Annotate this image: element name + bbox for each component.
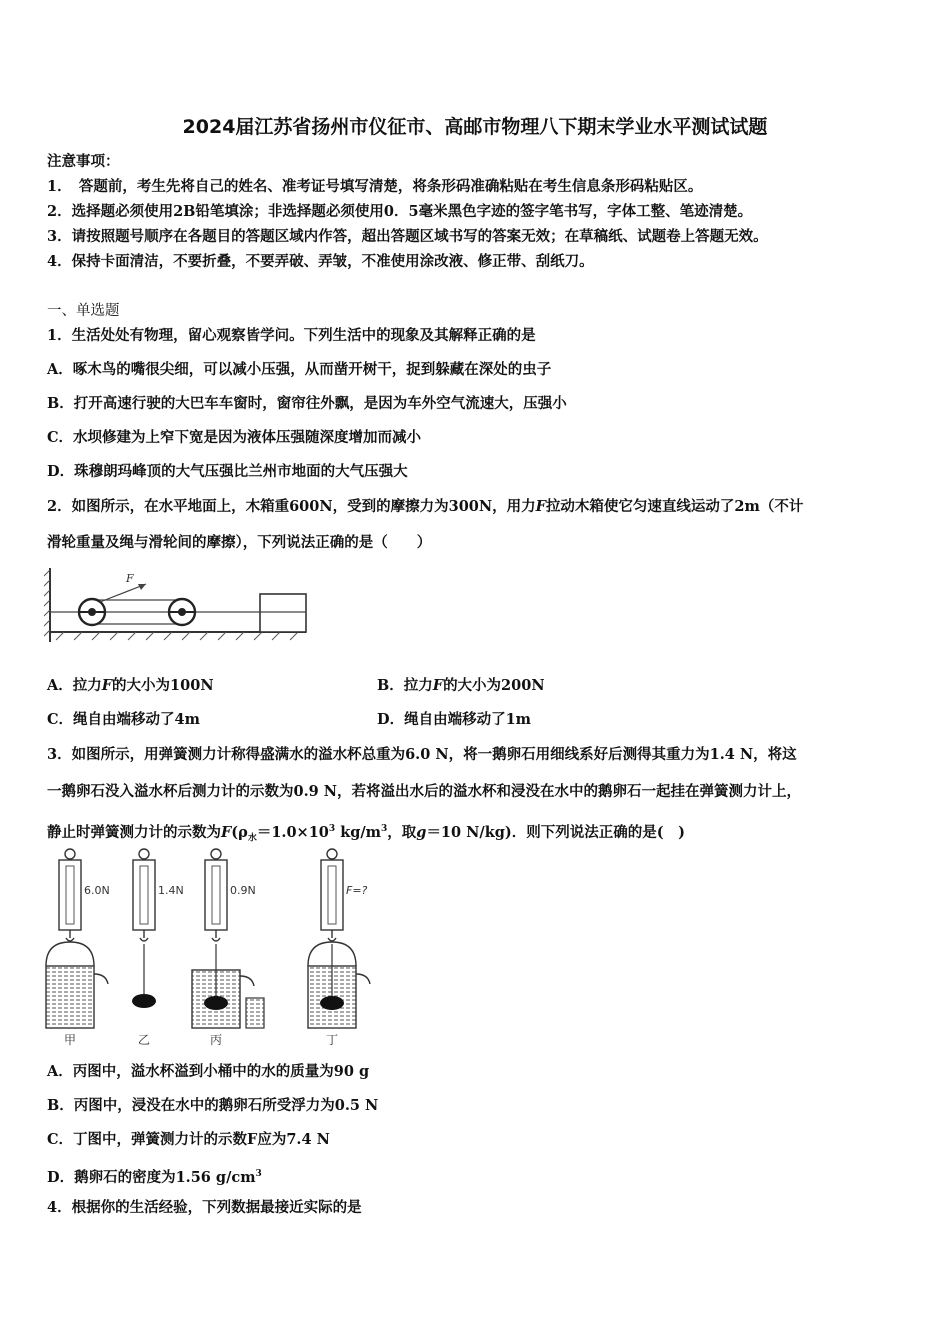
notice-item-4: 4．保持卡面清洁，不要折叠，不要弄破、弄皱，不准使用涂改液、修正带、刮纸刀。 — [47, 253, 594, 270]
q4-stem: 4．根据你的生活经验，下列数据最接近实际的是 — [47, 1199, 362, 1216]
q2-option-c: C．绳自由端移动了4m — [47, 711, 200, 728]
q2-stem-part1: 2．如图所示，在水平地面上，木箱重600N，受到的摩擦力为300N，用力 — [47, 498, 536, 515]
scale-jia — [46, 849, 110, 1046]
q1-option-a: A．啄木鸟的嘴很尖细，可以减小压强，从而凿开树干，捉到躲藏在深处的虫子 — [47, 361, 552, 378]
caption-ding: 丁 — [326, 1033, 339, 1046]
scale-ding — [308, 849, 370, 1046]
section-heading: 一、单选题 — [47, 303, 120, 319]
q2-stem-line2: 滑轮重量及绳与滑轮间的摩擦），下列说法正确的是（ ） — [47, 534, 432, 551]
q2-stem-part2: 拉动木箱使它匀速直线运动了2m（不计 — [545, 498, 804, 515]
q3-stem-part-b: (ρ — [231, 823, 248, 841]
q3-stem-sup-3b: 3 — [381, 824, 388, 834]
page-title: 2024届江苏省扬州市仪征市、高邮市物理八下期末学业水平测试试题 — [182, 116, 768, 138]
caption-jia: 甲 — [64, 1033, 77, 1046]
scale-yi — [132, 849, 184, 1046]
q2-option-b — [377, 676, 545, 696]
q3-stem-part-d: kg/m — [335, 823, 382, 841]
q2-stem-var: F — [535, 498, 546, 515]
q3-option-d-sup: 3 — [255, 1169, 262, 1179]
caption-bing: 丙 — [210, 1033, 223, 1046]
q2-option-a — [47, 676, 214, 696]
q3-option-a: A．丙图中，溢水杯溢到小桶中的水的质量为90 g — [47, 1063, 370, 1080]
notice-item-3: 3．请按照题号顺序在各题目的答题区域内作答，超出答题区域书写的答案无效；在草稿纸、试题卷上答题无效。 — [47, 228, 768, 245]
q2-option-a-post: 的大小为100N — [112, 677, 214, 694]
scale-bing — [192, 849, 264, 1046]
q1-option-b: B．打开高速行驶的大巴车车窗时，窗帘往外飘，是因为车外空气流速大，压强小 — [47, 395, 567, 412]
q2-option-d: D．绳自由端移动了1m — [377, 711, 532, 728]
q3-option-d — [47, 1164, 262, 1188]
q3-stem-part-c: ＝1.0×10 — [256, 823, 329, 841]
notice-item-1: 1． 答题前，考生先将自己的姓名、准考证号填写清楚，将条形码准确粘贴在考生信息条形码粘贴区。 — [47, 178, 703, 195]
q3-stem-var-g: g — [416, 823, 427, 841]
notice-heading: 注意事项： — [47, 153, 120, 170]
q3-stem-part-a: 静止时弹簧测力计的示数为 — [47, 823, 221, 841]
q2-pulley-figure — [44, 562, 324, 648]
q3-stem-sup-3: 3 — [328, 824, 336, 834]
q3-option-c: C．丁图中，弹簧测力计的示数F应为7.4 N — [47, 1131, 330, 1148]
q3-option-d-text: D．鹅卵石的密度为1.56 g/cm — [47, 1168, 256, 1186]
reading-ding: F=? — [346, 884, 368, 897]
q2-option-b-post: 的大小为200N — [443, 677, 545, 694]
q1-stem: 1．生活处处有物理，留心观察皆学问。下列生活中的现象及其解释正确的是 — [47, 327, 536, 344]
q2-option-a-pre: A．拉力 — [47, 677, 102, 694]
q3-stem-line2: 一鹅卵石没入溢水杯后测力计的示数为0.9 N，若将溢出水后的溢水杯和浸没在水中的鹅卵石一起挂在弹簧测力计上， — [47, 783, 802, 800]
q3-stem-sub-water: 水 — [247, 833, 257, 844]
q2-stem-line1 — [47, 497, 803, 517]
reading-bing: 0.9N — [230, 884, 256, 897]
q3-stem-line1: 3．如图所示，用弹簧测力计称得盛满水的溢水杯总重为6.0 N，将一鹅卵石用细线系好后测得其重力为1.4 N，将这 — [47, 746, 797, 763]
q3-stem-var-f: F — [221, 823, 232, 841]
q2-figure-force-label: F — [126, 572, 134, 585]
notice-item-2: 2．选择题必须使用2B铅笔填涂；非选择题必须使用0．5毫米黑色字迹的签字笔书写，字体工整、笔迹清楚。 — [47, 203, 753, 220]
q2-option-a-var: F — [101, 677, 113, 694]
q1-option-c: C．水坝修建为上窄下宽是因为液体压强随深度增加而减小 — [47, 429, 422, 446]
q1-option-d: D．珠穆朗玛峰顶的大气压强比兰州市地面的大气压强大 — [47, 463, 408, 480]
q3-stem-part-f: ＝10 N/kg)．则下列说法正确的是( ) — [426, 823, 685, 841]
q3-stem-part-e: ，取 — [387, 823, 417, 841]
q3-stem-line3 — [47, 819, 685, 849]
q2-option-b-pre: B．拉力 — [377, 677, 433, 694]
q2-option-b-var: F — [432, 677, 444, 694]
q3-option-b: B．丙图中，浸没在水中的鹅卵石所受浮力为0.5 N — [47, 1097, 379, 1114]
caption-yi: 乙 — [138, 1033, 151, 1046]
reading-jia: 6.0N — [84, 884, 110, 897]
q3-spring-scale-figure — [40, 846, 380, 1046]
reading-yi: 1.4N — [158, 884, 184, 897]
